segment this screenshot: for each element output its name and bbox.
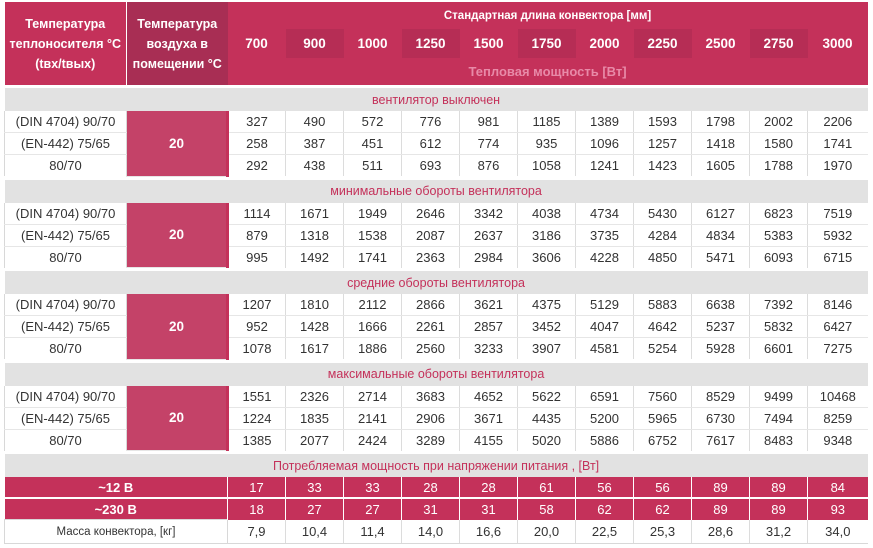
value-cell: 9499	[750, 386, 808, 408]
value-cell: 2363	[402, 246, 460, 268]
section-title-row	[5, 363, 868, 386]
value-cell: 1257	[634, 133, 692, 155]
value-cell: 1538	[344, 224, 402, 246]
value-cell: 6752	[634, 429, 692, 451]
value-cell: 876	[460, 155, 518, 177]
value-cell: 776	[402, 111, 460, 133]
length-7: 2250	[634, 29, 692, 58]
room-temp-cell: 20	[127, 111, 228, 176]
table-row	[5, 203, 868, 225]
value-cell: 5129	[576, 294, 634, 316]
value-cell: 952	[228, 316, 286, 338]
value-cell: 4834	[692, 224, 750, 246]
value-cell: 572	[344, 111, 402, 133]
consumption-value: 17	[228, 477, 286, 498]
heat-output-header: Тепловая мощность [Вт]	[228, 58, 868, 85]
value-cell: 6715	[808, 246, 868, 268]
value-cell: 1798	[692, 111, 750, 133]
value-cell: 292	[228, 155, 286, 177]
value-cell: 7275	[808, 338, 868, 360]
value-cell: 327	[228, 111, 286, 133]
value-cell: 5200	[576, 407, 634, 429]
value-cell: 1385	[228, 429, 286, 451]
mass-label: Масса конвектора, [кг]	[5, 520, 228, 544]
value-cell: 2141	[344, 407, 402, 429]
section-title-row	[5, 180, 868, 203]
table-row	[5, 294, 868, 316]
consumption-value: 56	[634, 477, 692, 498]
value-cell: 3606	[518, 246, 576, 268]
mass-value: 22,5	[576, 520, 634, 544]
convector-spec-table	[4, 2, 868, 544]
value-cell: 4047	[576, 316, 634, 338]
value-cell: 5622	[518, 386, 576, 408]
voltage-label: ~12 В	[5, 477, 228, 498]
value-cell: 2637	[460, 224, 518, 246]
value-cell: 7560	[634, 386, 692, 408]
value-cell: 8529	[692, 386, 750, 408]
row-label: 80/70	[5, 429, 127, 451]
mass-value: 11,4	[344, 520, 402, 544]
value-cell: 1551	[228, 386, 286, 408]
value-cell: 9348	[808, 429, 868, 451]
consumption-value: 27	[286, 498, 344, 520]
value-cell: 4038	[518, 203, 576, 225]
value-cell: 5832	[750, 316, 808, 338]
length-6: 2000	[576, 29, 634, 58]
value-cell: 2714	[344, 386, 402, 408]
value-cell: 2077	[286, 429, 344, 451]
length-4: 1500	[460, 29, 518, 58]
consumption-value: 89	[750, 477, 808, 498]
consumption-value: 56	[576, 477, 634, 498]
value-cell: 612	[402, 133, 460, 155]
mass-value: 34,0	[808, 520, 868, 544]
length-0: 700	[228, 29, 286, 58]
row-label: 80/70	[5, 155, 127, 177]
room-temp-header: Температура воздуха в помещении °C	[127, 2, 228, 85]
value-cell: 1835	[286, 407, 344, 429]
row-label: (EN-442) 75/65	[5, 407, 127, 429]
value-cell: 879	[228, 224, 286, 246]
row-label: (EN-442) 75/65	[5, 224, 127, 246]
value-cell: 2906	[402, 407, 460, 429]
row-label: (EN-442) 75/65	[5, 133, 127, 155]
value-cell: 1078	[228, 338, 286, 360]
value-cell: 1492	[286, 246, 344, 268]
value-cell: 438	[286, 155, 344, 177]
length-header: Стандартная длина конвектора [мм]	[228, 2, 868, 29]
row-label: (DIN 4704) 90/70	[5, 386, 127, 408]
value-cell: 3452	[518, 316, 576, 338]
value-cell: 8483	[750, 429, 808, 451]
mass-value: 7,9	[228, 520, 286, 544]
value-cell: 6730	[692, 407, 750, 429]
room-temp-cell: 20	[127, 294, 228, 359]
value-cell: 3621	[460, 294, 518, 316]
value-cell: 4284	[634, 224, 692, 246]
value-cell: 1185	[518, 111, 576, 133]
table-header	[5, 2, 868, 85]
value-cell: 1114	[228, 203, 286, 225]
table-body	[5, 85, 868, 544]
value-cell: 6427	[808, 316, 868, 338]
value-cell: 1593	[634, 111, 692, 133]
section-title-row	[5, 271, 868, 294]
value-cell: 1224	[228, 407, 286, 429]
consumption-title: Потребляемая мощность при напряжении питания , [Вт]	[5, 454, 868, 477]
value-cell: 5471	[692, 246, 750, 268]
value-cell: 6591	[576, 386, 634, 408]
value-cell: 2424	[344, 429, 402, 451]
value-cell: 935	[518, 133, 576, 155]
section-title: минимальные обороты вентилятора	[5, 180, 868, 203]
value-cell: 1096	[576, 133, 634, 155]
value-cell: 995	[228, 246, 286, 268]
value-cell: 451	[344, 133, 402, 155]
section-title: вентилятор выключен	[5, 88, 868, 111]
consumption-value: 58	[518, 498, 576, 520]
value-cell: 4375	[518, 294, 576, 316]
mass-value: 10,4	[286, 520, 344, 544]
section-title-row	[5, 88, 868, 111]
value-cell: 1580	[750, 133, 808, 155]
value-cell: 4652	[460, 386, 518, 408]
value-cell: 2866	[402, 294, 460, 316]
value-cell: 1741	[808, 133, 868, 155]
consumption-value: 33	[286, 477, 344, 498]
length-5: 1750	[518, 29, 576, 58]
value-cell: 1666	[344, 316, 402, 338]
value-cell: 774	[460, 133, 518, 155]
value-cell: 1423	[634, 155, 692, 177]
value-cell: 1207	[228, 294, 286, 316]
consumption-value: 28	[402, 477, 460, 498]
value-cell: 10468	[808, 386, 868, 408]
consumption-row	[5, 477, 868, 498]
value-cell: 5965	[634, 407, 692, 429]
value-cell: 3671	[460, 407, 518, 429]
consumption-value: 62	[634, 498, 692, 520]
value-cell: 511	[344, 155, 402, 177]
consumption-value: 33	[344, 477, 402, 498]
room-temp-cell: 20	[127, 203, 228, 268]
value-cell: 7392	[750, 294, 808, 316]
value-cell: 1788	[750, 155, 808, 177]
consumption-title-row	[5, 454, 868, 477]
length-10: 3000	[808, 29, 868, 58]
value-cell: 6093	[750, 246, 808, 268]
value-cell: 3186	[518, 224, 576, 246]
value-cell: 1428	[286, 316, 344, 338]
value-cell: 6638	[692, 294, 750, 316]
row-label: (DIN 4704) 90/70	[5, 203, 127, 225]
value-cell: 1605	[692, 155, 750, 177]
value-cell: 5883	[634, 294, 692, 316]
value-cell: 1741	[344, 246, 402, 268]
row-label: 80/70	[5, 246, 127, 268]
value-cell: 3233	[460, 338, 518, 360]
value-cell: 2984	[460, 246, 518, 268]
value-cell: 5932	[808, 224, 868, 246]
consumption-value: 89	[692, 498, 750, 520]
value-cell: 1617	[286, 338, 344, 360]
value-cell: 2857	[460, 316, 518, 338]
value-cell: 5020	[518, 429, 576, 451]
value-cell: 2560	[402, 338, 460, 360]
value-cell: 4155	[460, 429, 518, 451]
consumption-value: 31	[460, 498, 518, 520]
value-cell: 1241	[576, 155, 634, 177]
mass-value: 16,6	[460, 520, 518, 544]
value-cell: 693	[402, 155, 460, 177]
value-cell: 490	[286, 111, 344, 133]
row-label: 80/70	[5, 338, 127, 360]
length-2: 1000	[344, 29, 402, 58]
room-temp-cell: 20	[127, 386, 228, 451]
value-cell: 6601	[750, 338, 808, 360]
table-row	[5, 386, 868, 408]
consumption-value: 89	[692, 477, 750, 498]
mass-row	[5, 520, 868, 544]
value-cell: 5430	[634, 203, 692, 225]
mass-value: 31,2	[750, 520, 808, 544]
value-cell: 7494	[750, 407, 808, 429]
value-cell: 981	[460, 111, 518, 133]
value-cell: 4734	[576, 203, 634, 225]
value-cell: 5383	[750, 224, 808, 246]
value-cell: 1970	[808, 155, 868, 177]
value-cell: 5254	[634, 338, 692, 360]
value-cell: 2087	[402, 224, 460, 246]
value-cell: 3907	[518, 338, 576, 360]
value-cell: 8146	[808, 294, 868, 316]
value-cell: 6823	[750, 203, 808, 225]
value-cell: 258	[228, 133, 286, 155]
consumption-value: 18	[228, 498, 286, 520]
value-cell: 2002	[750, 111, 808, 133]
consumption-value: 27	[344, 498, 402, 520]
row-label: (DIN 4704) 90/70	[5, 294, 127, 316]
consumption-value: 93	[808, 498, 868, 520]
value-cell: 7519	[808, 203, 868, 225]
value-cell: 5886	[576, 429, 634, 451]
consumption-value: 28	[460, 477, 518, 498]
value-cell: 1810	[286, 294, 344, 316]
consumption-value: 62	[576, 498, 634, 520]
value-cell: 4228	[576, 246, 634, 268]
value-cell: 6127	[692, 203, 750, 225]
value-cell: 3683	[402, 386, 460, 408]
value-cell: 7617	[692, 429, 750, 451]
value-cell: 3342	[460, 203, 518, 225]
value-cell: 1058	[518, 155, 576, 177]
value-cell: 2206	[808, 111, 868, 133]
coolant-temp-header: Температура теплоносителя °C (tвх/tвых)	[5, 2, 127, 85]
consumption-value: 61	[518, 477, 576, 498]
length-3: 1250	[402, 29, 460, 58]
value-cell: 1389	[576, 111, 634, 133]
length-1: 900	[286, 29, 344, 58]
mass-value: 25,3	[634, 520, 692, 544]
value-cell: 4642	[634, 316, 692, 338]
value-cell: 5928	[692, 338, 750, 360]
value-cell: 1671	[286, 203, 344, 225]
row-label: (DIN 4704) 90/70	[5, 111, 127, 133]
consumption-value: 89	[750, 498, 808, 520]
section-title: средние обороты вентилятора	[5, 271, 868, 294]
mass-value: 28,6	[692, 520, 750, 544]
value-cell: 3289	[402, 429, 460, 451]
mass-value: 20,0	[518, 520, 576, 544]
value-cell: 2646	[402, 203, 460, 225]
value-cell: 8259	[808, 407, 868, 429]
consumption-row	[5, 498, 868, 520]
value-cell: 1886	[344, 338, 402, 360]
value-cell: 2261	[402, 316, 460, 338]
table-row	[5, 111, 868, 133]
value-cell: 1318	[286, 224, 344, 246]
value-cell: 1418	[692, 133, 750, 155]
value-cell: 2112	[344, 294, 402, 316]
length-8: 2500	[692, 29, 750, 58]
value-cell: 387	[286, 133, 344, 155]
consumption-value: 31	[402, 498, 460, 520]
voltage-label: ~230 В	[5, 498, 228, 520]
value-cell: 3735	[576, 224, 634, 246]
value-cell: 4435	[518, 407, 576, 429]
value-cell: 4581	[576, 338, 634, 360]
value-cell: 1949	[344, 203, 402, 225]
mass-value: 14,0	[402, 520, 460, 544]
value-cell: 2326	[286, 386, 344, 408]
value-cell: 4850	[634, 246, 692, 268]
row-label: (EN-442) 75/65	[5, 316, 127, 338]
consumption-value: 84	[808, 477, 868, 498]
value-cell: 5237	[692, 316, 750, 338]
length-9: 2750	[750, 29, 808, 58]
section-title: максимальные обороты вентилятора	[5, 363, 868, 386]
